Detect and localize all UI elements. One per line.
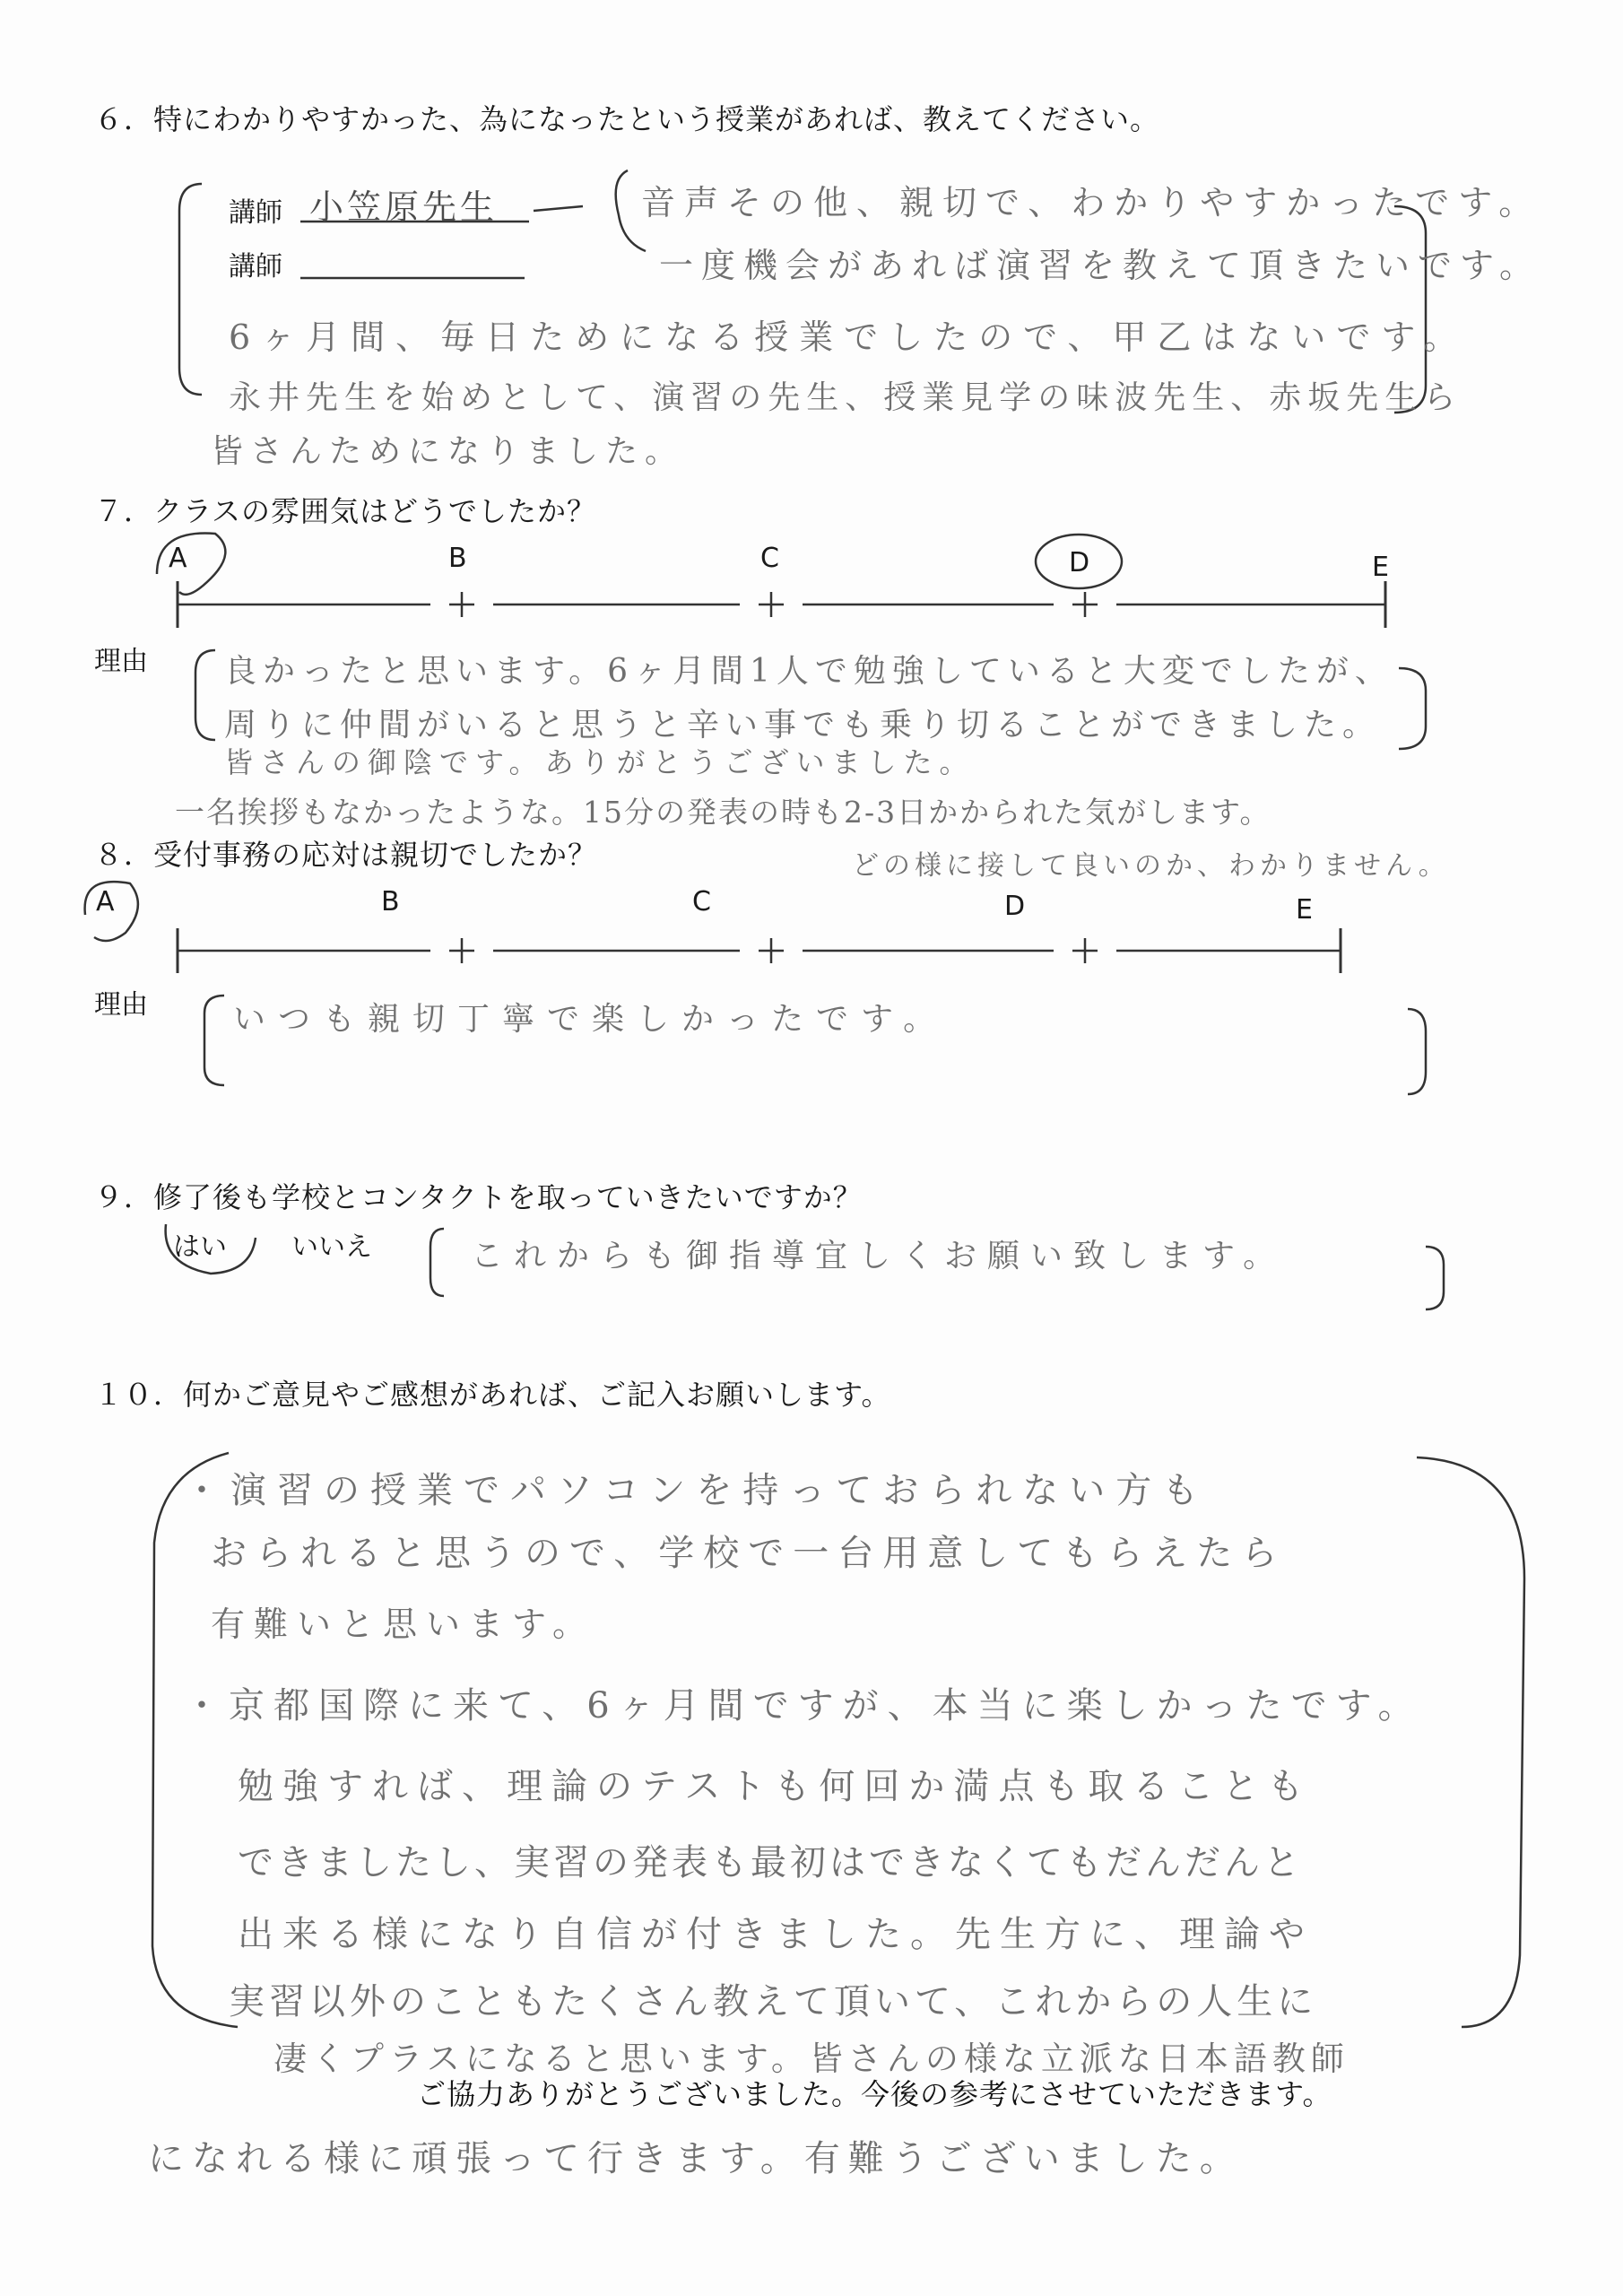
q7-reason-label: 理由: [94, 646, 148, 677]
q10-handwriting-8: 実習以外のこともたくさん教えて頂いて、これからの人生に: [229, 1981, 1318, 2022]
q9-yes-option[interactable]: はい: [173, 1231, 227, 1263]
q6-handwriting-5: 皆さんためになりました。: [211, 433, 685, 470]
q6-handwriting-1: 音声その他、親切で、わかりやすかったです。: [641, 183, 1542, 222]
q7-scale-b[interactable]: B: [448, 543, 467, 574]
teacher-name-1: 小笠原先生: [309, 187, 499, 227]
q7-handwriting-2: 周りに仲間がいると思うと辛い事でも乗り切ることができました。: [224, 707, 1382, 744]
q10-handwriting-10: になれる様に頑張って行きます。有難うございました。: [148, 2138, 1244, 2179]
q7-handwriting-5: どの様に接して良いのか、わかりません。: [852, 850, 1450, 882]
footer-thanks: ご協力ありがとうございました。今後の参考にさせていただきます。: [417, 2077, 1332, 2111]
teacher-label-2: 講師: [229, 251, 282, 283]
q8-scale-b[interactable]: B: [381, 886, 400, 918]
q7-handwriting-4: 一名挨拶もなかったような。15分の発表の時も2-3日かかられた気がします。: [175, 795, 1271, 830]
question-8-title: ８．受付事務の応対は親切でしたか？: [94, 838, 598, 872]
teacher-label-1: 講師: [229, 197, 282, 229]
q6-handwriting-4: 永井先生を始めとして、演習の先生、授業見学の味波先生、赤坂先生ら: [229, 379, 1462, 416]
q8-reason-label: 理由: [94, 989, 148, 1021]
q10-handwriting-3: 有難いと思います。: [211, 1605, 595, 1644]
q10-handwriting-2: おられると思うので、学校で一台用意してもらえたら: [211, 1533, 1287, 1574]
question-6-title: ６．特にわかりやすかった、為になったという授業があれば、教えてください。: [94, 102, 1160, 136]
q8-scale-e[interactable]: E: [1296, 894, 1313, 926]
q10-handwriting-7: 出来る様になり自信が付きました。先生方に、理論や: [238, 1914, 1314, 1955]
q10-handwriting-5: 勉強すれば、理論のテストも何回か満点も取ることも: [238, 1766, 1313, 1807]
q7-scale-c[interactable]: C: [760, 543, 779, 574]
q9-no-option[interactable]: いいえ: [291, 1231, 372, 1263]
q7-handwriting-1: 良かったと思います。6ヶ月間1人で勉強していると大変でしたが、: [224, 653, 1393, 690]
question-10-title: １０．何かご意見やご感想があれば、ご記入お願いします。: [94, 1378, 891, 1412]
q8-scale-c[interactable]: C: [692, 886, 711, 918]
q8-scale-d[interactable]: D: [1004, 891, 1026, 922]
question-9-title: ９．修了後も学校とコンタクトを取っていきたいですか？: [94, 1180, 863, 1214]
q10-handwriting-4: ・京都国際に来て、6ヶ月間ですが、本当に楽しかったです。: [184, 1685, 1423, 1726]
q7-scale-a[interactable]: A: [169, 543, 187, 574]
q6-handwriting-3: 6ヶ月間、毎日ためになる授業でしたので、甲乙はないです。: [229, 317, 1469, 357]
q7-handwriting-3: 皆さんの御陰です。ありがとうございました。: [224, 745, 976, 779]
q8-handwriting-1: いつも親切丁寧で楽しかったです。: [233, 1001, 949, 1038]
q7-scale-d[interactable]: D: [1069, 547, 1090, 578]
q9-handwriting-1: これからも御指導宜しくお願い致します。: [471, 1238, 1287, 1274]
q10-handwriting-6: できましたし、実習の発表も最初はできなくてもだんだんと: [238, 1842, 1303, 1883]
q7-scale-e[interactable]: E: [1372, 552, 1389, 583]
question-7-title: ７．クラスの雰囲気はどうでしたか？: [94, 494, 597, 528]
q8-scale-a[interactable]: A: [96, 886, 115, 918]
q10-handwriting-1: ・演習の授業でパソコンを持っておられない方も: [184, 1470, 1210, 1511]
q6-handwriting-2: 一度機会があれば演習を教えて頂きたいです。: [659, 246, 1541, 285]
q10-handwriting-9: 凄くプラスになると思います。皆さんの様な立派な日本語教師: [273, 2039, 1350, 2078]
